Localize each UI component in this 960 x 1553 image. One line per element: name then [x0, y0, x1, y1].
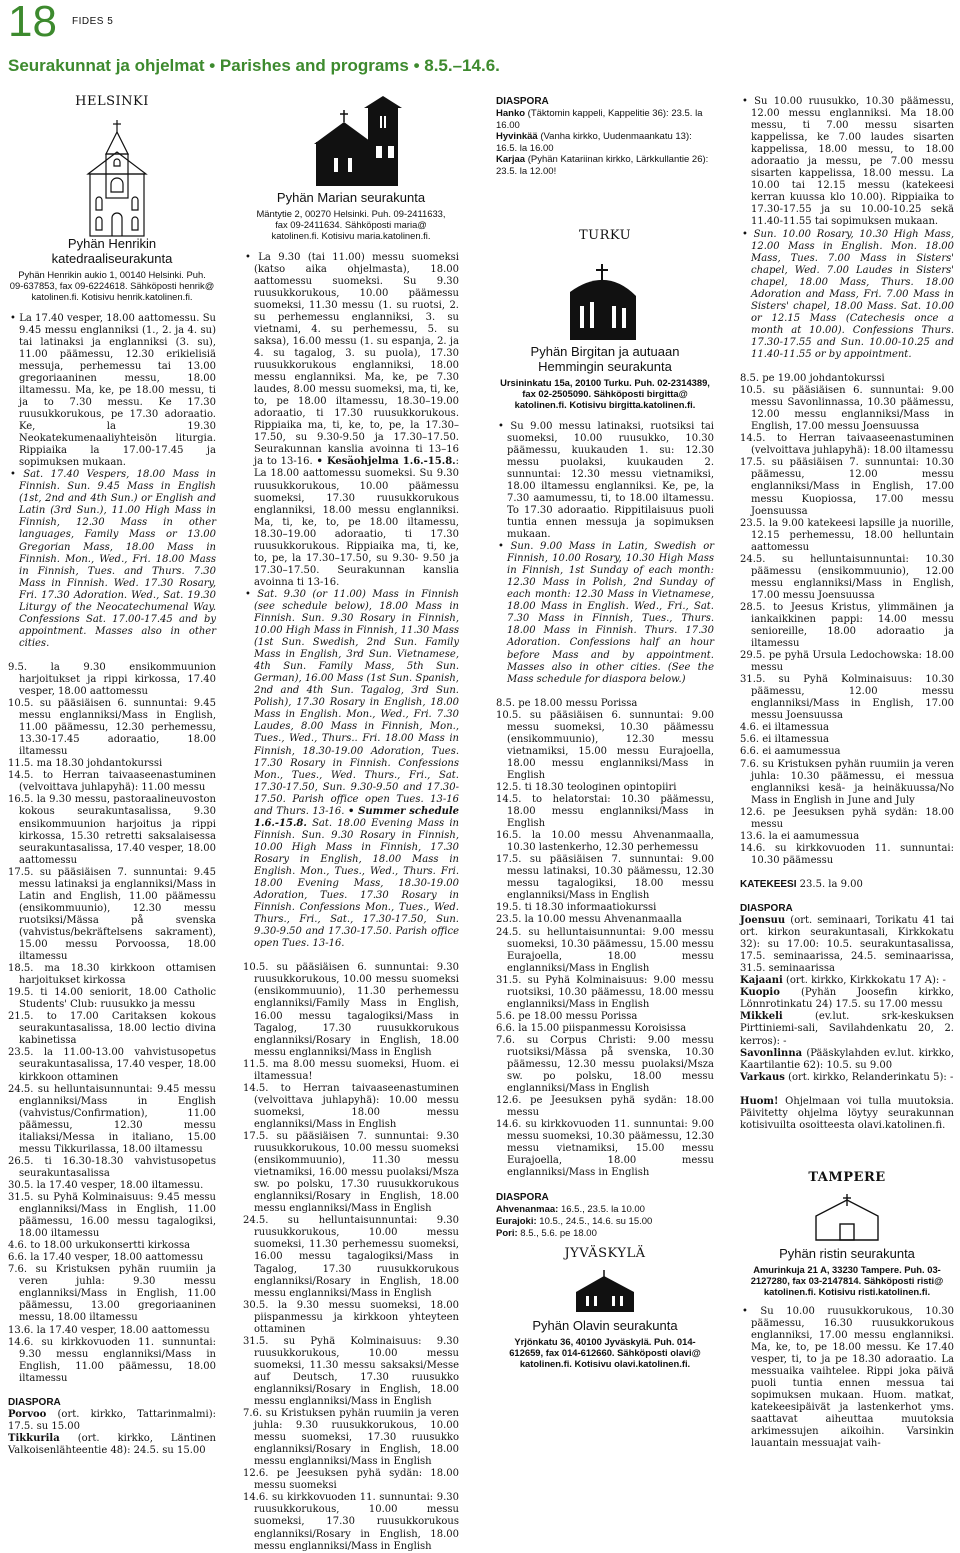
section-label: FIDES 5	[72, 16, 114, 27]
tampere-address-line-1: Amurinkuja 21 A, 33230 Tampere. Puh. 03-	[753, 1264, 941, 1275]
jyvaskyla-address-line-2: 612659, fax 014-612660. Sähköposti olavi@	[509, 1347, 701, 1359]
jyvaskyla-date-item: 8.5. pe 19.00 johdantokurssi	[740, 373, 885, 385]
henrik-date-item: 4.6. to 18.00 urkukonsertti kirkossa	[8, 1240, 191, 1252]
henrik-date-item: 19.5. ti 14.00 seniorit, 18.00 Catholic Students' Club: ruusukko ja messu	[8, 987, 216, 1011]
tampere-address-line-3: katolinen.fi. Kotisivu risti.katolinen.fi.	[763, 1286, 931, 1298]
turku-date-item: 7.6. su Corpus Christi: 9.00 messu ruotsiksi/Mässa på svenska, 10.30 päämessu, 12.30 messu puolaksi/Msza sw. po polsku, 18.00 messu englanniksi/Mass in English	[496, 1034, 714, 1095]
tampere-services-fi: • Su 10.00 ruusukkorukous, 10.30 päämessu, 16.30 ruusukkorukous englanniksi, 17.00 messu englanniksi. Ma, ke, to, pe 18.00 messu. Ke 17.40 vesper, ti, to ja pe 18.30 adoraatio. La messuaika vaihtelee. Rippi joka päivä puoli tuntia ennen messua tai sopimuksen mukaan. Huom. matkat, katekeesipäivät ja lastenkerhot yms. saattavat aiheuttaa muutoksia arkimessujen aikoihin. Varsinkin lauantain messuajat vaih-	[742, 1305, 954, 1450]
diaspora-top-item: Karjaa (Pyhän Katariinan kirkko, Lärkkullantie 26): 23.5. la 12.00!	[496, 154, 709, 178]
maria-address-line-3: katolinen.fi. Kotisivu maria.katolinen.fi.	[271, 230, 431, 242]
henrik-date-item: 9.5. la 9.30 ensikommuunion harjoitukset ja rippi kirkossa, 17.40 vesper, 18.00 aattomessu	[8, 661, 216, 698]
cathedral-illustration	[84, 118, 150, 240]
turku-diaspora-item: Pori: 8.5., 5.6. pe 18.00	[496, 1227, 597, 1239]
turku-date-item: 23.5. la 10.00 messu Ahvenanmaalla	[496, 914, 682, 926]
turku-services-en: • Sun. 9.00 Mass in Latin, Swedish or Finnish, 10.00 Rosary, 10.30 High Mass in Finnish, 1st Sunday of each month: 12.30 Mass in Polish, 2nd Sunday of each month: 12.30 Mass in Vietnamese, 18.00 Mass in English. Wed., Fri., Sat. 7.30 Mass in Finnish, Tues., Thurs. 18.00 Mass in Finnish. Thurs. 17.30 Adoration. Confessions half an hour before Mass and by appointment. Masses also in other cities. (See the Mass schedule for diaspora below.)	[498, 541, 714, 685]
henrik-address-line-2: 09-637853, fax 09-6224618. Sähköposti henrik@	[9, 280, 215, 292]
maria-date-item: 11.5. ma 8.00 messu suomeksi, Huom. ei iltamessua!	[243, 1058, 459, 1082]
page-number: 18	[8, 0, 57, 46]
henrik-date-item: 7.6. su Kristuksen pyhän ruumiin ja veren juhla: 9.30 messu englanniksi/Mass in English, 11.00 päämessu, 13.00 gregoriaaninen messu, 18.00 iltamessu	[8, 1264, 216, 1324]
maria-address-line-2: fax 09-2411634. Sähköposti maria@	[275, 219, 427, 231]
maria-date-item: 24.5. su helluntaisunnuntai: 9.30 ruusukkorukous, 10.00 messu suomeksi, 11.30 perhemessu suomeksi, 16.00 messu tagalogiksi/Mass in Tagalog, 17.30 ruusukkorukous englanniksi/Rosary in English, 18.00 messu englanniksi/Mass in English	[243, 1215, 459, 1299]
henrik-services-en: • Sat. 17.40 Vespers, 18.00 Mass in Finnish. Sun. 9.45 Mass in English (1st, 2nd and 4th Sun.) or English and Latin (3rd Sun.), 11.00 High Mass in Finnish, 12.30 Mass in other languages, Family Mass or 13.00 Gregorian Mass, 18.00 Mass in Finnish. Mon., Wed., Fri. 18.00 Mass in Finnish, Tues. and Thurs. 7.30 Mass in Finnish. Wed. 17.30 Rosary, Fri. 17.30 Adoration. Wed., Sat. 19.30 Liturgy of the Neocatechumenal Way. Confessions Sat. 17.00-17.45 and by appointment. Masses also in other cities.	[10, 469, 216, 649]
jyvaskyla-services-en: • Sun. 10.00 Rosary, 10.30 High Mass, 12.00 Mass in English. Mon. 18.00 Mass, Tues. 7.00 Mass in Sisters' chapel, Wed. 7.00 Laudes in Sisters' chapel, 18.00 Mass, Thurs. 18.00 Adoration and Mass, Fri. 7.00 Mass in Sisters' chapel, 18.00 Mass. Sat. 10.00 or 12.15 Mass (Catechesis once a month at 10.00). Confessions Thurs. 17.30-17.55 and Sun. 10.00-10.25 and 11.40-11.55 or by appointment.	[742, 228, 954, 360]
turku-date-item: 14.5. to helatorstai: 10.30 päämessu, 18.00 messu englanniksi/Mass in English	[496, 794, 714, 830]
jyvaskyla-date-item: 13.6. la ei aamumessua	[740, 830, 860, 842]
turku-date-item: 31.5. su Pyhä Kolminaisuus: 9.00 messu ruotsiksi, 10.30 päämessu, 18.00 messu englanniksi/Mass in English	[496, 974, 714, 1010]
maria-date-item: 30.5. la 9.30 messu suomeksi, 18.00 piispanmessu ja kirkkoon yhteyteen ottaminen	[243, 1299, 459, 1335]
maria-date-item: 14.6. su kirkkovuoden 11. sunnuntai: 9.30 ruusukkorukous, 10.00 messu suomeksi, 17.30 ruusukkorukous englanniksi/Rosary in English, 18.00 messu englanniksi/Mass in English	[243, 1492, 459, 1552]
turku-date-item: 10.5. su pääsiäisen 6. sunnuntai: 9.00 messu suomeksi, 10.30 päämessu (ensikommuunio), 12.30 messu vietnamiksi, 15.00 messu Eurajoella, 18.00 messu englanniksi/Mass in English	[496, 709, 714, 781]
henrik-address-line-3: katolinen.fi. Kotisivu henrik.katolinen.fi.	[31, 291, 193, 303]
jyvaskyla-note: Huom! Ohjelmaan voi tulla muutoksia. Päivitetty ohjelma löytyy seurakunnan kotisivuilta osoitteesta olavi.katolinen.fi.	[740, 1095, 954, 1131]
henrik-date-item: 21.5. to 17.00 Caritaksen kokous seurakuntasalissa, 18.00 lectio divina kabinetissa	[8, 1011, 216, 1047]
church-illustration-risti	[812, 1194, 882, 1242]
city-heading-turku-wrap	[496, 230, 714, 242]
jyvaskyla-date-item: 14.5. to Herran taivaaseenastuminen (velvoittava juhlapyhä): 18.00 iltamessu	[740, 433, 954, 457]
jyvaskyla-date-item: 4.6. ei iltamessua	[740, 722, 829, 734]
turku-date-item: 14.6. su kirkkovuoden 11. sunnuntai: 9.00 messu suomeksi, 10.30 päämessu, 12.30 messu vietnamiksi, 15.00 messu Eurajoella, 18.00 messu englanniksi/Mass in English	[496, 1119, 714, 1179]
turku-diaspora-item: Eurajoki: 10.5., 24.5., 14.6. su 15.00	[496, 1215, 653, 1227]
henrik-date-item: 10.5. su pääsiäisen 6. sunnuntai: 9.45 messu englanniksi/Mass in English, 11.00 päämessu, 12.30 perhemessu, 13.30-17.45 adoraatio, 18.00 iltamessu	[8, 698, 216, 758]
henrik-diaspora-title: DIASPORA	[8, 1396, 61, 1408]
henrik-date-item: 31.5. su Pyhä Kolminaisuus: 9.45 messu englanniksi/Mass in English, 11.00 päämessu, 16.00 messu tagalogiksi, 18.00 iltamessu	[8, 1191, 216, 1240]
column-henrik	[8, 96, 216, 108]
henrik-date-item: 23.5. la 11.00-13.00 vahvistusopetus seurakuntasalissa, 17.40 vesper, 18.00 kirkkoon ottaminen	[8, 1047, 216, 1083]
jyvaskyla-katekeesi: KATEKEESI 23.5. la 9.00	[740, 878, 863, 890]
jyvaskyla-date-item: 14.6. su kirkkovuoden 11. sunnuntai: 10.30 päämessu	[740, 842, 954, 866]
tampere-address-line-2: 2127280, fax 03-2147814. Sähköposti risti@	[750, 1275, 944, 1287]
jyvaskyla-address-line-3: katolinen.fi. Kotisivu olavi.katolinen.fi.	[519, 1358, 691, 1370]
parish-name-jyvaskyla: Pyhän Olavin seurakunta	[532, 1318, 678, 1333]
turku-address-line-1: Ursininkatu 15a, 20100 Turku. Puh. 02-2314389,	[500, 377, 710, 388]
maria-date-item: 10.5. su pääsiäisen 6. sunnuntai: 9.30 ruusukkorukous, 10.00 messu suomeksi (ensikommuunio), 11.30 perhemessu englanniksi/Family Mass in English, 16.00 messu tagalogiksi/Mass in Tagalog, 17.30 ruusukkorukous englanniksi/Rosary in English, 18.00 messu englanniksi/Mass in English	[243, 962, 459, 1058]
jyvaskyla-services-fi: • Su 10.00 ruusukko, 10.30 päämessu, 12.00 messu englanniksi. Ma 18.00 messu, ti 7.00 messu sisarten kappelissa, ke 7.00 laudes sisarten kappelissa, 18.00 messu, to 18.00 adoraatio ja messu, pe 7.00 messu sisarten kappelissa, 18.00 messu. La 10.00 tai 12.15 messu (katekeesi kerran kuussa klo 10.00). Rippiaika to 17.30-17.55 ja su 10.00-10.25 sekä 11.40-11.55 tai sopimuksen mukaan.	[742, 96, 954, 228]
page-headline: Seurakunnat ja ohjelmat • Parishes and programs • 8.5.–14.6.	[8, 56, 500, 75]
turku-date-item: 19.5. ti 18.30 informaatiokurssi	[496, 902, 657, 914]
maria-date-item: 12.6. pe Jeesuksen pyhä sydän: 18.00 messu suomeksi	[243, 1468, 459, 1492]
city-heading-tampere-wrap	[740, 1172, 954, 1184]
church-illustration-maria	[314, 96, 406, 186]
henrik-date-item: 24.5. su helluntaisunnuntai: 9.45 messu englanniksi/Mass in English (vahvistus/Confirmation), 11.00 päämessu, 12.30 messu italiaksi/Messa in italiano, 15.00 messu Tikkurilassa, 18.00 iltamessu	[8, 1083, 216, 1155]
henrik-date-item: 6.6. la 17.40 vesper, 18.00 aattomessu	[8, 1252, 204, 1264]
city-heading-helsinki: HELSINKI	[75, 94, 149, 109]
jyvaskyla-date-item: 12.6. pe Jeesuksen pyhä sydän: 18.00 messu	[740, 806, 954, 830]
turku-address-line-2: fax 02-2505090. Sähköposti birgitta@	[522, 388, 688, 400]
henrik-date-item: 11.5. ma 18.30 johdantokurssi	[8, 758, 163, 770]
turku-diaspora-item: Ahvenanmaa: 16.5., 23.5. la 10.00	[496, 1203, 645, 1215]
turku-date-item: 5.6. pe 18.00 messu Porissa	[496, 1010, 638, 1022]
jyvaskyla-date-item: 17.5. su pääsiäisen 7. sunnuntai: 10.30 päämessu, 12.00 messu englanniksi/Mass in English, 17.00 messu Kuopiossa, 17.00 messu Joensuussa	[740, 457, 954, 517]
jyvaskyla-diaspora-item: Varkaus (ort. kirkko, Relanderinkatu 5): -	[740, 1071, 954, 1083]
turku-date-item: 12.5. ti 18.30 teologinen opintopiiri	[496, 781, 677, 793]
henrik-diaspora-item: Tikkurila (ort. kirkko, Läntinen Valkoisenlähteentie 48): 24.5. su 15.00	[8, 1432, 216, 1456]
henrik-address-line-1: Pyhän Henrikin aukio 1, 00140 Helsinki. Puh.	[18, 269, 206, 280]
henrik-date-item: 30.5. la 17.40 vesper, 18.00 iltamessu.	[8, 1179, 204, 1191]
maria-date-item: 17.5. su pääsiäisen 7. sunnuntai: 9.30 ruusukkorukous, 10.00 messu suomeksi (ensikommuunio), 11.30 messu vietnamiksi, 16.00 messu puolaksi/Msza sw. po polsku, 17.30 ruusukkorukous englanniksi/Rosary in English, 18.00 messu englanniksi/Mass in English	[243, 1130, 459, 1215]
turku-date-item: 8.5. pe 18.00 messu Porissa	[496, 697, 638, 709]
turku-block	[496, 344, 714, 1240]
city-heading-turku: TURKU	[578, 228, 632, 243]
jyvaskyla-diaspora-item: Kuopio (Pyhän Joosefin kirkko, Lönnrotinkatu 24) 17.5. su 17.00 messu	[740, 987, 954, 1011]
maria-services-fi: • La 9.30 (tai 11.00) messu suomeksi (katso aika ohjelmasta), 18.00 aattomessu suomeksi. Su 9.30 ruusukkorukous, 10.00 päämessu suomeksi, 11.30 messu (1. su ruotsi, 2. su perhemessu englanniksi, 3. su vietnami, 4. su perhemessu, 5. su saksa), 16.00 messu (1. su espanja, 2. ja 4. su tagalog, 3. su puola), 17.30 ruusukkorukous englanniksi, 18.00 messu englanniksi. Ma, ke, pe 7.30 laudes, 8.00 messu suomeksi, ma, ti, ke, to, pe 18.00 iltamessu, 18.30–19.00 adoraatio, ti 17.30 ruusukkorukous. Rippiaika ma, ti, ke, to, pe, la 17.30–17.50, su 9.30-9.50 ja 17.30–17.50. Seurakunnan kanslia avoinna ti 13–16 ja to 13-16. • Kesäohjelma 1.6.-15.8.: La 18.00 aattomessu suomeksi. Su 9.30 ruusukkorukous, 10.00 päämessu suomeksi, 17.30 ruusukkorukous englanniksi, 18.00 messu englanniksi. Ma, ti, ke, to, pe 18.00 iltamessu, 18.30–19.00 adoraatio, ti 17.30 ruusukkorukous. Rippiaika ma, ti, ke, to, pe, la 17.30–17.50, su 9.30- 9.50 ja 17.30–17.50. Seurakunnan kanslia avoinna ti 13-16.	[245, 251, 460, 588]
jyvaskyla-diaspora-item: Savonlinna (Pääskylahden ev.lut. kirkko, Kaartilantie 62): 10.5. su 9.00	[740, 1047, 954, 1071]
maria-date-item: 14.5. to Herran taivaaseenastuminen (velvoittava juhlapyhä): 10.00 messu suomeksi, 18.00 messu englanniksi/Mass in English	[243, 1082, 459, 1130]
tampere-block	[740, 1246, 954, 1450]
turku-date-item: 12.6. pe Jeesuksen pyhä sydän: 18.00 messu	[496, 1095, 714, 1119]
turku-diaspora-title: DIASPORA	[496, 1191, 549, 1203]
maria-address-line-1: Mäntytie 2, 00270 Helsinki. Puh. 09-2411633,	[256, 208, 446, 219]
henrik-date-item: 17.5. su pääsiäisen 7. sunnuntai: 9.45 messu latinaksi ja englanniksi/Mass in Latin and English, 11.00 päämessu (ensikommuunio), 12.30 messu ruotsiksi/Mässa på svenska (vahvistus/bekräftelsens sakrament), 15.00 messu Porvoossa, 18.00 iltamessu	[8, 866, 216, 963]
jyvaskyla-date-item: 29.5. pe pyhä Ursula Ledochowska: 18.00 messu	[740, 650, 954, 674]
maria-date-item: 31.5. su Pyhä Kolminaisuus: 9.30 ruusukkorukous, 10.00 messu suomeksi, 11.30 messu saksaksi/Messe auf Deutsch, 17.30 ruusukko englanniksi/Rosary in English, 18.00 messu englanniksi/Mass in English	[243, 1335, 459, 1408]
jyvaskyla-diaspora-item: Kajaani (ort. kirkko, Kirkkokatu 17 A): -	[740, 975, 946, 987]
jyvaskyla-date-item: 23.5. la 9.00 katekeesi lapsille ja nuorille, 12.15 perhemessu, 18.00 helluntain aattomessu	[740, 517, 954, 553]
jyvaskyla-block	[740, 96, 954, 1132]
henrik-services-fi: • La 17.40 vesper, 18.00 aattomessu. Su 9.45 messu englanniksi (1., 2. ja 4. su) tai latinaksi ja englanniksi (3. su), 11.00 päämessu, 12.30 erikielisiä messuja, perhemessu tai 13.00 gregoriaaninen messu, 18.00 iltamessu. Ma, ke, pe 18.00 messu, ti ja to 7.30 messu. Ke 17.30 ruusukkorukous, pe 17.30 adoraatio. Ke, la 19.30 Neokatekumenaaliyhteisön liturgia. Rippiaika la 17.00-17.45 ja sopimuksen mukaan.	[10, 312, 216, 469]
maria-services-en: • Sat. 9.30 (or 11.00) Mass in Finnish (see schedule below), 18.00 Mass in Finnish. Sun. 9.30 Rosary in Finnish, 10.00 High Mass in Finnish, 11.30 Mass (1st Sun. Swedish, 2nd Sun. Family Mass in English, 3rd Sun. Vietnamese, 4th Sun. Family Mass, 5th Sun. German), 16.00 Mass (1st Sun. Spanish, 2nd and 4th Sun. Tagalog, 3rd Sun. Polish), 17.30 Rosary in English, 18.00 Mass in English. Mon., Wed., Fri. 7.30 Laudes, 8.00 Mass in Finnish, Mon., Tues., Wed., Thurs.. Fri. 18.00 Mass in Finnish, 18.30-19.00 Adoration, Tues. 17.30 Rosary in Finnish. Confessions Mon., Tues., Wed. Thurs., Fri., Sat. 17.30-17.50, Sun. 9.30-9.50 and 17.30-17.50. Parish office open Tues. 13-16 and Thurs. 13-16. • Summer schedule 1.6.-15.8. Sat. 18.00 Evening Mass in Finnish. Sun. 9.30 Rosary in Finnish, 10.00 High Mass in Finnish, 17.30 Rosary in English, 18.00 Mass in English. Mon., Tues., Wed., Thurs. Fri. 18.00 Evening Mass, 18.30-19.00 Adoration, Tues. 17.30 Rosary in Finnish. Confessions Mon., Tues., Wed. Thurs., Fri., Sat., 17.30-17.50, Sun. 9.30-9.50 and 17.30-17.50. Parish office open Tues. 13-16.	[245, 588, 459, 950]
parish-name-maria: Pyhän Marian seurakunta	[276, 190, 426, 205]
henrik-date-item: 16.5. la 9.30 messu, pastoraalineuvoston kokous seurakuntasalissa, 9.30 ensikommuunion harjoitus ja rippi kirkossa, 15.30 retretti saksalaisessa seurakuntasalissa, 17.40 vesper, 18.00 aattomessu	[8, 794, 216, 866]
jyvaskyla-diaspora-item: Mikkeli (ev.lut. srk-keskuksen Pirttiniemi-sali, Savilahdenkatu 20, 2. kerros): -	[740, 1011, 954, 1047]
diaspora-top-item: Hyvinkää (Vanha kirkko, Uudenmaankatu 13): 16.5. la 16.00	[496, 131, 692, 154]
diaspora-top-title: DIASPORA	[496, 96, 549, 107]
jyvaskyla-diaspora-item: Joensuu (ort. seminaari, Torikatu 41 tai ort. kirkon seurakuntasali, Kirkkokatu 32): su 17.00: 10.5. seurakuntasalissa, 17.5. seminaarissa, 24.5. seminaarissa, 31.5. seminaarissa	[740, 915, 954, 975]
jyvaskyla-date-item: 10.5. su pääsiäisen 6. sunnuntai: 9.00 messu Savonlinnassa, 10.30 päämessu, 12.00 messu englanniksi/Mass in English, 17.00 messu Joensuussa	[740, 385, 954, 433]
church-illustration-birgitta	[566, 262, 640, 342]
jyvaskyla-header-block	[496, 1318, 714, 1370]
henrik-date-item: 14.6. su kirkkovuoden 11. sunnuntai: 9.30 messu englanniksi/Mass in English, 11.00 päämessu, 18.00 iltamessu	[8, 1336, 216, 1384]
diaspora-top-block	[496, 96, 714, 178]
turku-date-item: 16.5. la 10.00 messu Ahvenanmaalla, 10.30 lastenkerho, 12.30 perhemessu	[496, 830, 714, 854]
henrik-block	[8, 236, 216, 1457]
jyvaskyla-date-item: 31.5. su Pyhä Kolminaisuus: 10.30 päämessu, 12.00 messu englanniksi/Mass in English, 17.00 messu Joensuussa	[740, 674, 954, 722]
henrik-date-item: 14.5. to Herran taivaaseenastuminen (velvoittava juhlapyhä): 11.00 messu	[8, 770, 216, 794]
parish-name-tampere: Pyhän ristin seurakunta	[779, 1246, 915, 1261]
turku-date-item: 6.6. la 15.00 piispanmessu Koroisissa	[496, 1022, 687, 1034]
henrik-date-item: 13.6. la 17.40 vesper, 18.00 aattomessu	[8, 1324, 210, 1336]
jyvaskyla-address-line-1: Yrjönkatu 36, 40100 Jyväskylä. Puh. 014-	[514, 1336, 696, 1347]
maria-block	[243, 190, 459, 1553]
jyvaskyla-date-item: 24.5. su helluntaisunnuntai: 10.30 päämessu (ensikommuunio), 12.00 messu englanniksi/Mass in English, 17.00 messu Joensuussa	[740, 553, 954, 601]
parish-name-henrik: Pyhän Henrikin katedraaliseurakunta	[51, 236, 173, 266]
jyvaskyla-date-item: 7.6. su Kristuksen pyhän ruumiin ja veren juhla: 10.30 päämessu, ei messua englanniksi kesä- ja heinäkuussa/No Mass in English in June and July	[740, 758, 954, 806]
city-heading-jyvaskyla-wrap	[496, 1248, 714, 1260]
jyvaskyla-date-item: 6.6. ei aamumessua	[740, 746, 841, 758]
jyvaskyla-date-item: 5.6. ei iltamessua	[740, 734, 829, 746]
turku-date-item: 24.5. su helluntaisunnuntai: 9.00 messu suomeksi, 10.30 päämessu, 15.00 messu Eurajoella, 18.00 messu englanniksi/Mass in English	[496, 926, 714, 974]
diaspora-top-item: Hanko (Täktomin kappeli, Kappelitie 36): 23.5. la 16.00	[496, 108, 703, 131]
church-illustration-olavi	[574, 1270, 636, 1314]
city-heading-tampere: TAMPERE	[808, 1170, 886, 1185]
maria-date-item: 7.6. su Kristuksen pyhän ruumiin ja veren juhla: 9.30 ruusukkorukous, 10.00 messu suomeksi, 17.30 ruusukko englanniksi/Rosary in English, 18.00 messu englanniksi/Mass in English	[243, 1408, 459, 1468]
turku-date-item: 17.5. su pääsiäisen 7. sunnuntai: 9.00 messu latinaksi, 10.30 päämessu, 12.30 messu tagalogiksi, 18.00 messu englanniksi/Mass in English	[496, 854, 714, 902]
city-heading-jyvaskyla: JYVÄSKYLÄ	[564, 1246, 646, 1261]
henrik-diaspora-item: Porvoo (ort. kirkko, Tattarinmalmi): 17.5. su 15.00	[8, 1408, 216, 1432]
henrik-date-item: 26.5. ti 16.30-18.30 vahvistusopetus seurakuntasalissa	[8, 1155, 216, 1179]
henrik-date-item: 18.5. ma 18.30 kirkkoon ottamisen harjoitukset kirkossa	[8, 963, 216, 987]
turku-services-fi: • Su 9.00 messu latinaksi, ruotsiksi tai suomeksi, 10.00 ruusukko, 10.30 päämessu, kuukauden 1. su: 12.30 messu puolaksi, kuukauden 2. sunnuntai: 12.30 messu vietnamiksi, 18.00 iltamessu englanniksi. Ke, pe, la 7.30 aamumessu, ti, to 18.00 iltamessu. To 17.30 adoraatio. Rippitilaisuus puoli tuntia ennen messuja ja sopimuksen mukaan.	[498, 420, 714, 541]
parish-name-turku: Pyhän Birgitan ja autuaan Hemmingin seurakunta	[530, 344, 680, 374]
jyvaskyla-diaspora-title: DIASPORA	[740, 903, 793, 914]
jyvaskyla-date-item: 28.5. to Jeesus Kristus, ylimmäinen ja iankaikkinen pappi: 14.00 messu senioreille, 18.00 adoraatio ja iltamessu	[740, 601, 954, 650]
turku-address-line-3: katolinen.fi. Kotisivu birgitta.katolinen.fi.	[514, 399, 696, 411]
